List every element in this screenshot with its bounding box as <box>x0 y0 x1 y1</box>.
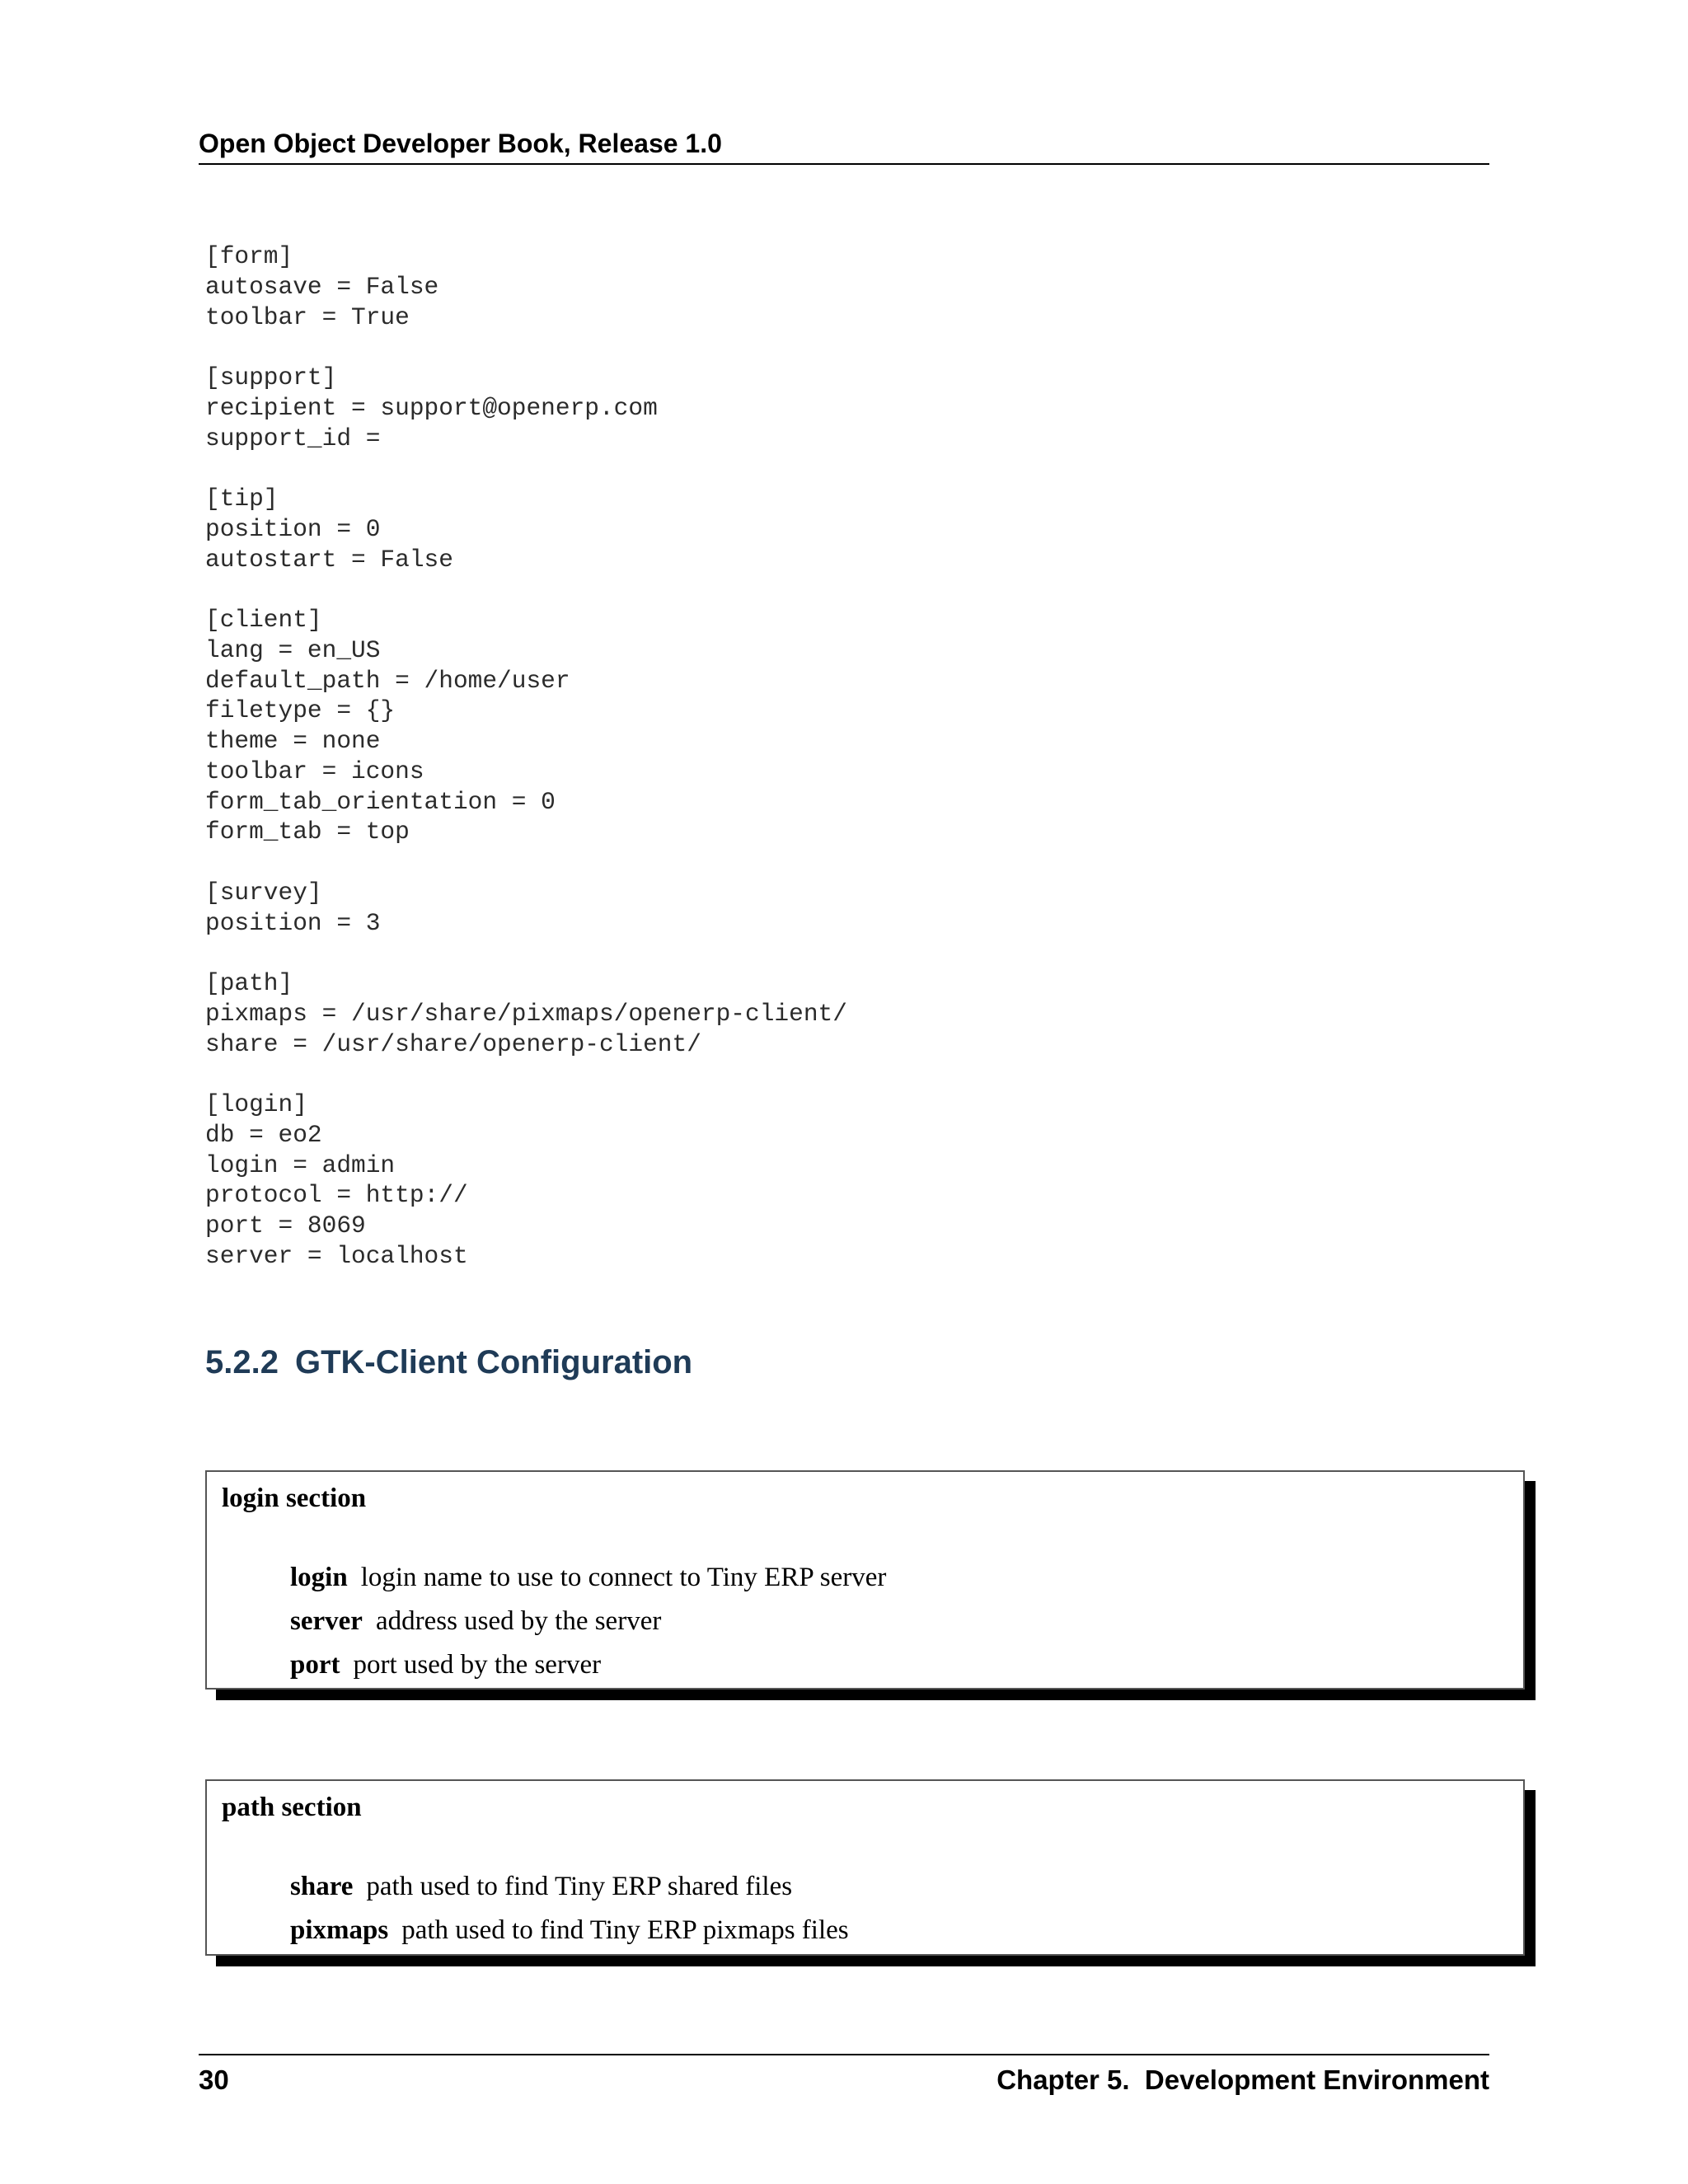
path-definition-list <box>290 1865 849 1952</box>
chapter-title: Chapter 5. Development Environment <box>996 2064 1489 2095</box>
login-definition-list <box>290 1556 886 1687</box>
code-line: autostart = False <box>205 545 453 574</box>
code-line: share = /usr/share/openerp-client/ <box>205 1029 701 1058</box>
path-section-box <box>205 1779 1525 1956</box>
definition-item-port <box>290 1643 886 1687</box>
running-header <box>199 122 1489 165</box>
code-line: [support] <box>205 363 337 391</box>
code-line <box>205 453 847 484</box>
definition-text: path used to find Tiny ERP pixmaps files <box>401 1915 849 1945</box>
code-line: support_id = <box>205 424 381 452</box>
section-number: 5.2.2 <box>205 1344 279 1380</box>
definition-item-share <box>290 1865 849 1909</box>
definition-item-pixmaps <box>290 1909 849 1952</box>
code-line: protocol = http:// <box>205 1181 468 1210</box>
path-section-title: path section <box>222 1793 362 1822</box>
code-line: toolbar = True <box>205 302 410 331</box>
code-line: filetype = {} <box>205 696 396 725</box>
definition-term: server <box>290 1606 363 1636</box>
code-line: toolbar = icons <box>205 757 424 785</box>
code-line: [tip] <box>205 485 279 513</box>
definition-item-login <box>290 1556 886 1600</box>
page-number: 30 <box>199 2064 229 2095</box>
code-line: theme = none <box>205 727 381 755</box>
code-line <box>205 332 847 363</box>
code-line: autosave = False <box>205 272 439 301</box>
code-line: [login] <box>205 1090 307 1118</box>
definition-text: port used by the server <box>353 1650 602 1680</box>
login-section-box <box>205 1470 1525 1690</box>
book-title: Open Object Developer Book, Release 1.0 <box>199 129 722 158</box>
code-line: form_tab = top <box>205 818 410 846</box>
code-line: position = 3 <box>205 908 381 937</box>
definition-term: port <box>290 1650 340 1680</box>
definition-term: pixmaps <box>290 1915 389 1945</box>
code-line: db = eo2 <box>205 1120 322 1149</box>
section-heading <box>205 1342 692 1383</box>
code-line: recipient = support@openerp.com <box>205 393 658 422</box>
definition-text: path used to find Tiny ERP shared files <box>366 1872 793 1901</box>
code-line: lang = en_US <box>205 635 381 664</box>
code-line: position = 0 <box>205 514 381 543</box>
config-code-block <box>205 241 847 1272</box>
definition-text: login name to use to connect to Tiny ERP server <box>360 1563 887 1592</box>
code-line <box>205 574 847 605</box>
code-line: [survey] <box>205 878 322 907</box>
definition-item-server <box>290 1600 886 1643</box>
definition-text: address used by the server <box>375 1606 662 1636</box>
code-line <box>205 847 847 878</box>
code-line: default_path = /home/user <box>205 666 570 695</box>
login-section-title: login section <box>222 1483 367 1513</box>
code-line: [client] <box>205 606 322 634</box>
definition-term: login <box>290 1563 348 1592</box>
code-line: [path] <box>205 969 293 997</box>
code-line: form_tab_orientation = 0 <box>205 787 556 816</box>
section-title: GTK-Client Configuration <box>294 1344 693 1380</box>
code-line: port = 8069 <box>205 1212 366 1240</box>
code-line <box>205 938 847 968</box>
running-footer <box>199 2054 1489 2105</box>
code-line: pixmaps = /usr/share/pixmaps/openerp-client/ <box>205 999 847 1028</box>
code-line: [form] <box>205 242 293 270</box>
code-line <box>205 1059 847 1090</box>
definition-term: share <box>290 1872 354 1901</box>
code-line: login = admin <box>205 1151 396 1179</box>
code-line: server = localhost <box>205 1241 468 1270</box>
